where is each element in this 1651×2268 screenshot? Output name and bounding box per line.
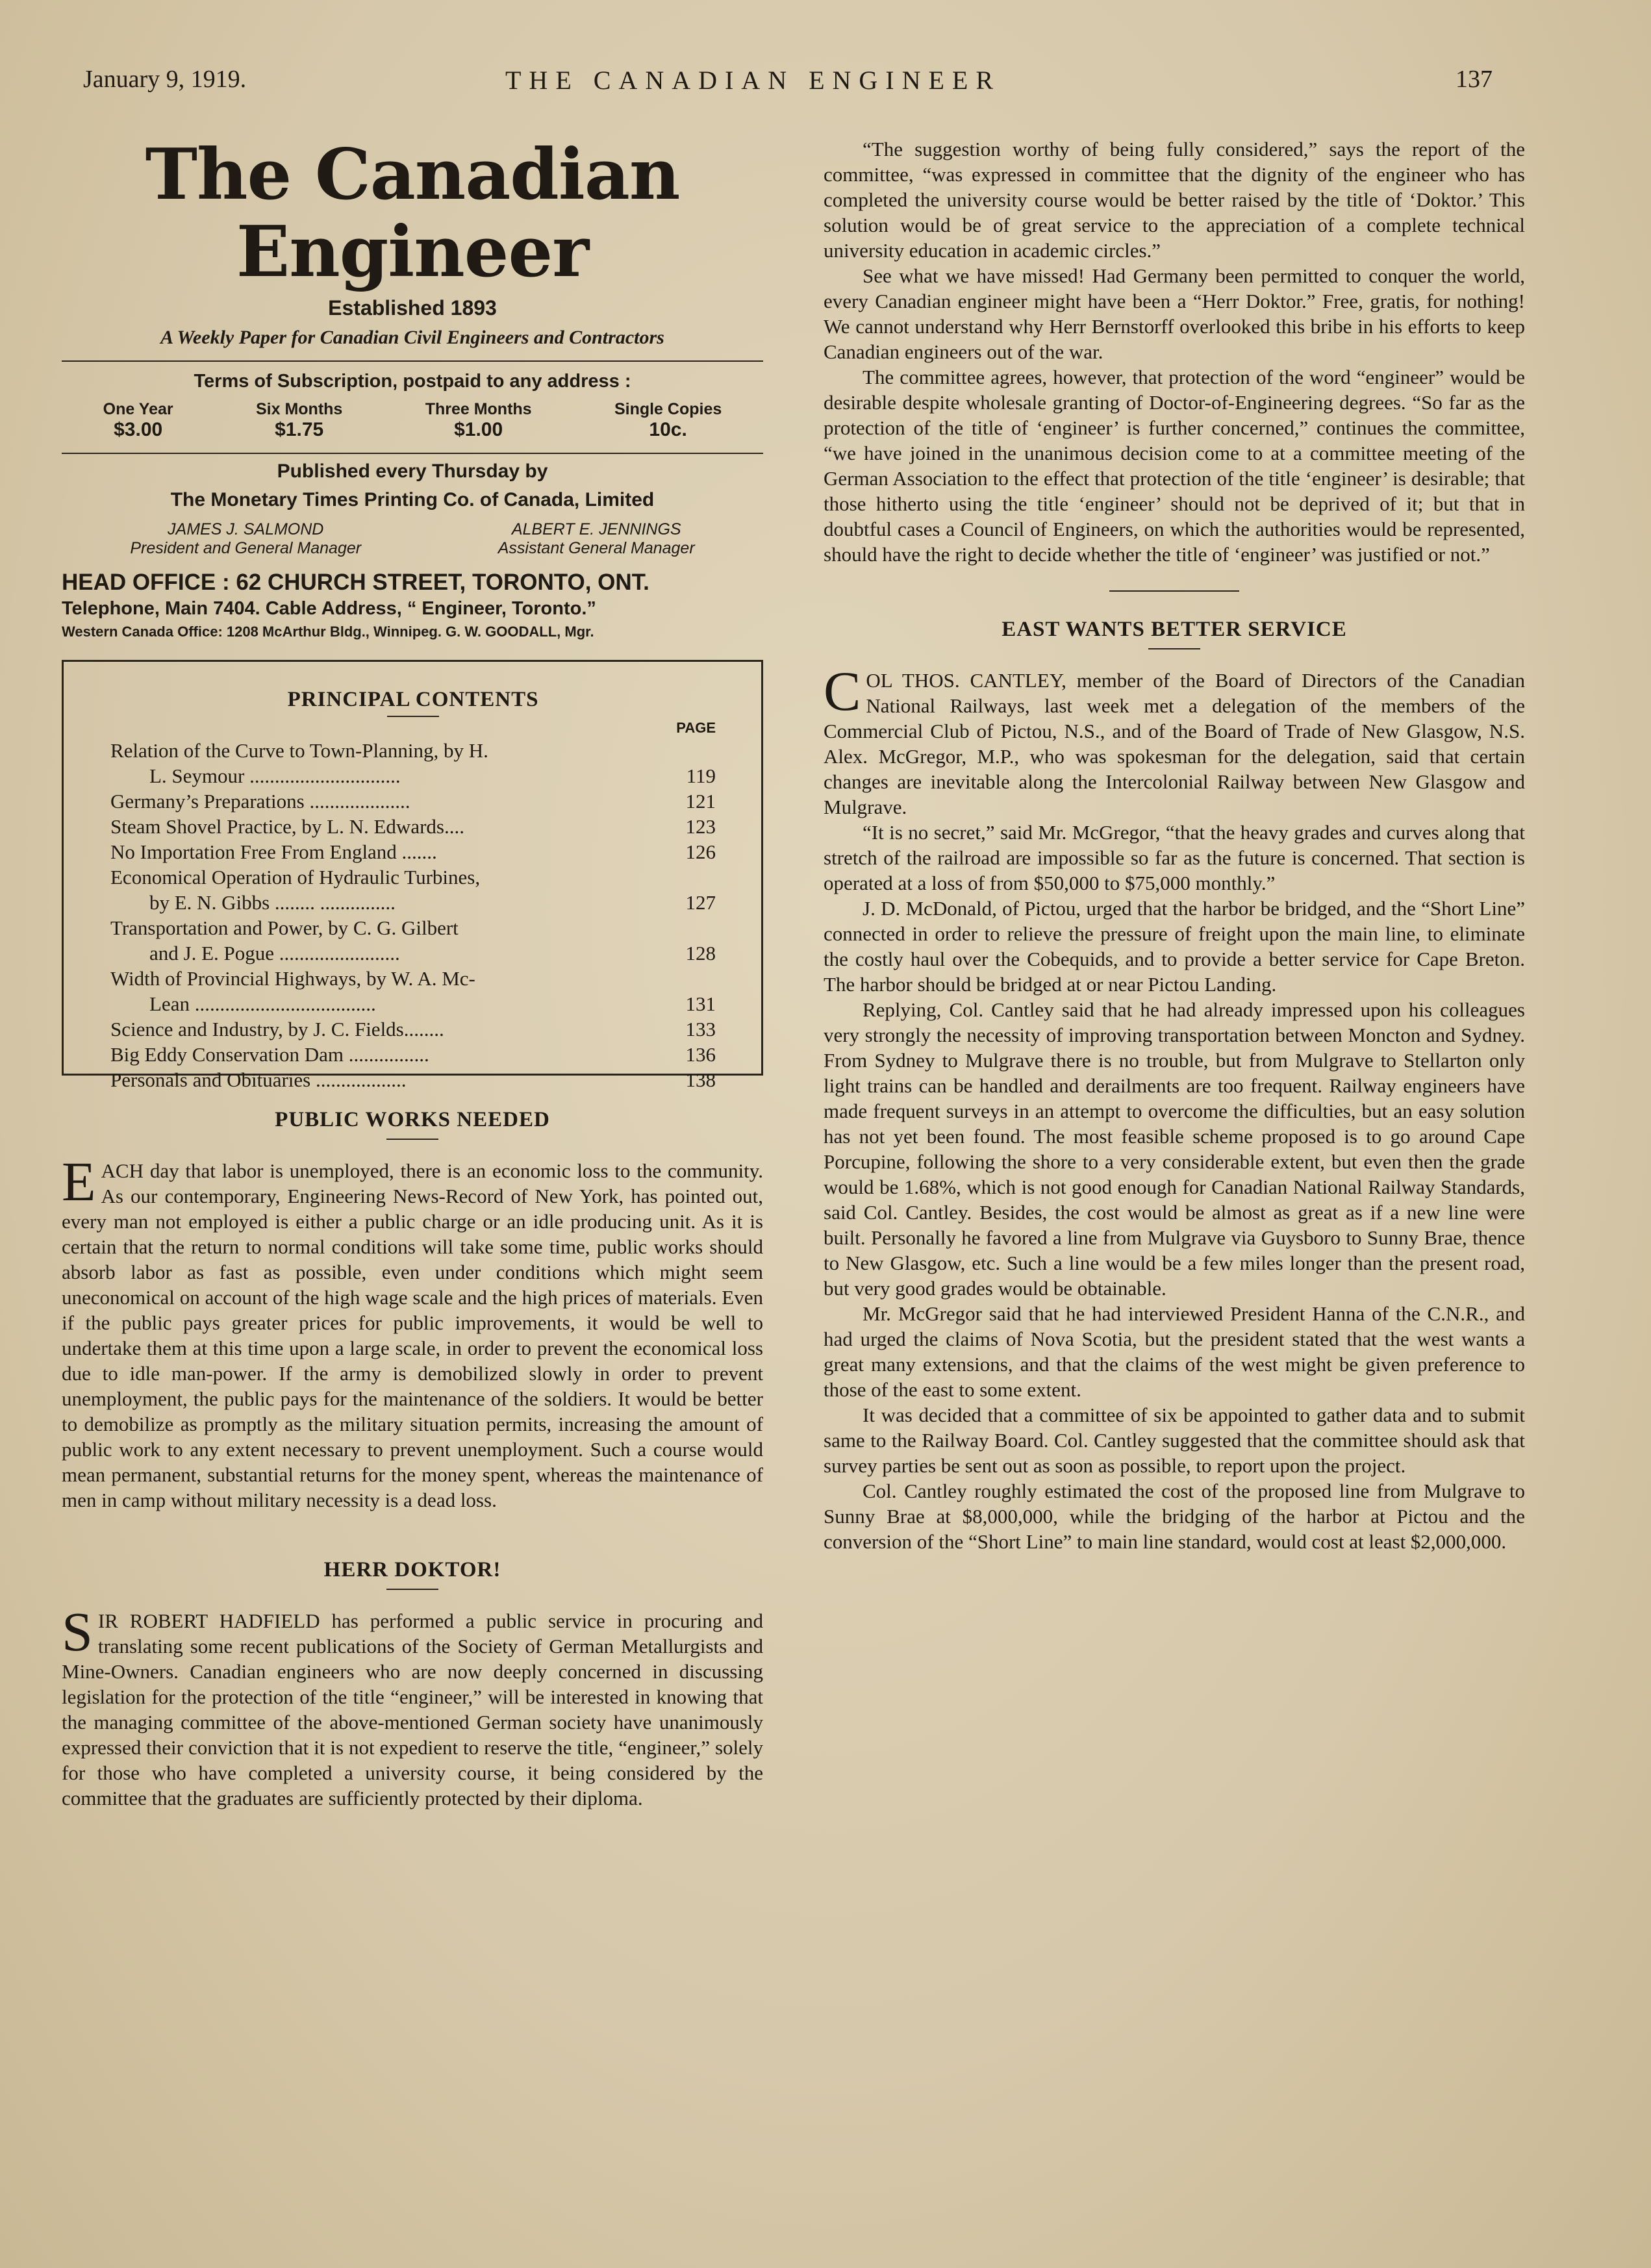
- article-paragraph: The committee agrees, however, that protection of the word “engineer” would be desirable despite wholesale granting of Doctor-of-Engineering degrees. “So far as the protection of the title of ‘engineer’ is further concerned,” continues the committee, “we have joined in the unanimous decision come to at a committee meeting of the German Association to the effect that protection of the title ‘engineer’ is desirable; that those hitherto using the title ‘engineer’ should not be deprived of it; but that in doubtful cases a Council of Engineers, on which the authorities would be represented, should have the right to decide whether the title of ‘engineer’ was justified or not.”: [824, 366, 1525, 566]
- contents-entry: Germany’s Preparations .................... 121: [110, 789, 716, 813]
- article-paragraph: J. D. McDonald, of Pictou, urged that the harbor be bridged, and the “Short Line” connected in order to relieve the pressure of freight upon the main line, to eliminate the costly haul over the Cobequids, and to provide a better service for Cape Breton. The harbor should be bridged at or near Pictou Landing.: [824, 897, 1525, 996]
- publisher-name: The Monetary Times Printing Co. of Canada, Limited: [170, 488, 655, 510]
- tagline: A Weekly Paper for Canadian Civil Engineers and Contractors: [160, 326, 664, 348]
- contents-page-number: 123: [685, 814, 716, 838]
- article-paragraph: COL THOS. CANTLEY, member of the Board of Directors of the Canadian National Railways, last week met a delegation of the members of the Commercial Club of Pictou, N.S., and of the Board of Trade of New Glasgow, N.S. Alex. McGregor, M.P., who was spokesman for the delegation, said that certain changes are inevitable along the Intercolonial Railway between New Glasgow and Mulgrave.: [824, 660, 1525, 818]
- contents-entry: Science and Industry, by J. C. Fields........ 133: [110, 1017, 716, 1040]
- contents-page-number: 128: [685, 941, 716, 964]
- divider: [387, 716, 439, 717]
- right-column: [824, 136, 1525, 1554]
- head-office: HEAD OFFICE : 62 CHURCH STREET, TORONTO, ONT.: [62, 569, 649, 595]
- left-column: [62, 136, 763, 1811]
- price-item: Six Months $1.75: [255, 399, 343, 440]
- article-paragraph: “It is no secret,” said Mr. McGregor, “that the heavy grades and curves along that stretch of the railroad are impossible so far as the future is concerned. That section is operated at a loss of from $50,000 to $75,000 monthly.”: [824, 821, 1525, 894]
- contents-entry: Relation of the Curve to Town-Planning, by H. L. Seymour .............................. 119: [110, 738, 716, 787]
- masthead: [62, 136, 763, 640]
- issue-date: January 9, 1919.: [83, 66, 247, 93]
- subscription-prices: [62, 400, 763, 441]
- contents-page-number: 121: [685, 789, 716, 813]
- price-item: Three Months $1.00: [425, 399, 532, 440]
- article-paragraph: EACH day that labor is unemployed, there is an economic loss to the community. As our contemporary, Engineering News-Record of New York, has pointed out, every man not employed is either a public charge or an idle producing unit. As it is certain that the return to normal conditions will take some time, public works should absorb labor as fast as possible, even under conditions which might seem uneconomical on account of the high wage scale and the high prices of materials. Even if the public pays greater prices for public improvements, it would be well to undertake them at this time upon a large scale, in order to prevent the economical loss due to idle man-power. If the army is demobilized slowly in order to prevent unemployment, the public pays for the maintenance of the soldiers. It would be better to demobilize as promptly as the military situation permits, increasing the amount of public work to any extent necessary to prevent unemployment. Such a course would mean permanent, substantial returns for the money spent, whereas the maintenance of men in camp without military necessity is a dead loss.: [62, 1150, 763, 1511]
- contents-entry: Transportation and Power, by C. G. Gilbert and J. E. Pogue ........................ 128: [110, 916, 716, 964]
- article-paragraph: SIR ROBERT HADFIELD has performed a public service in procuring and translating some recent publications of the Society of German Metallurgists and Mine-Owners. Canadian engineers who are now deeply concerned in discussing legislation for the protection of the title “engineer,” will be interested in knowing that the managing committee of the above-mentioned German society have unanimously expressed their conviction that it is not expedient to reserve the title, “engineer,” solely for those who have completed a university course, it being considered by the committee that the graduates are sufficiently protected by their diploma.: [62, 1600, 763, 1809]
- contents-page-number: 119: [686, 764, 716, 787]
- contents-entry: No Importation Free From England ....... 126: [110, 840, 716, 863]
- drop-cap: C: [824, 660, 861, 722]
- contents-page-number: 127: [685, 890, 716, 914]
- terms-heading: Terms of Subscription, postpaid to any address :: [194, 370, 631, 392]
- contents-entry: Steam Shovel Practice, by L. N. Edwards.... 123: [110, 814, 716, 838]
- page-number: 137: [1456, 66, 1493, 93]
- masthead-title: The Canadian Engineer: [145, 134, 680, 293]
- drop-cap: S: [62, 1600, 93, 1663]
- contents-page-number: 133: [685, 1017, 716, 1040]
- running-head: [83, 65, 1493, 104]
- contents-entry: Personals and Obituaries .................. 138: [110, 1068, 716, 1091]
- contents-entry: Width of Provincial Highways, by W. A. Mc- Lean .................................... 131: [110, 966, 716, 1015]
- contents-entry: Economical Operation of Hydraulic Turbines, by E. N. Gibbs ........ ............... 127: [110, 865, 716, 914]
- western-office: Western Canada Office: 1208 McArthur Bldg., Winnipeg. G. W. GOODALL, Mgr.: [62, 623, 594, 640]
- contents-page-number: 136: [685, 1042, 716, 1066]
- officer: ALBERT E. JENNINGS Assistant General Manager: [498, 520, 695, 557]
- divider: [62, 453, 763, 454]
- section-title: PUBLIC WORKS NEEDED: [275, 1107, 550, 1131]
- article-paragraph: Col. Cantley roughly estimated the cost of the proposed line from Mulgrave to Sunny Brae at $8,000,000, while the bridging of the harbor at Pictou and the conversion of the “Short Line” to main line standard, would cost at least $2,000,000.: [824, 1480, 1525, 1553]
- contents-page-number: 138: [685, 1068, 716, 1091]
- contents-list: [110, 738, 716, 1092]
- contents-entry: Big Eddy Conservation Dam ................ 136: [110, 1042, 716, 1066]
- contents-box: [62, 660, 763, 1091]
- journal-name: THE CANADIAN ENGINEER: [505, 66, 1002, 95]
- price-item: One Year $3.00: [103, 399, 173, 440]
- article-paragraph: See what we have missed! Had Germany been permitted to conquer the world, every Canadian engineer might have been a “Herr Doktor.” Free, gratis, for nothing! We cannot understand why Herr Bernstorff overlooked this bribe in his efforts to keep Canadian engineers out of the war.: [824, 264, 1525, 363]
- section-title: HERR DOKTOR!: [323, 1557, 501, 1581]
- telephone-line: Telephone, Main 7404. Cable Address, “ Engineer, Toronto.”: [62, 598, 596, 619]
- contents-title: PRINCIPAL CONTENTS: [287, 687, 539, 711]
- article-paragraph: It was decided that a committee of six be appointed to gather data and to submit same to the Railway Board. Col. Cantley suggested that the committee should ask that survey parties be sent out as soon as possible, to report upon the project.: [824, 1404, 1525, 1477]
- divider: [386, 1589, 438, 1590]
- officers: [62, 520, 763, 558]
- drop-cap: E: [62, 1150, 96, 1213]
- contents-page-number: 126: [685, 840, 716, 863]
- divider: [62, 360, 763, 362]
- article-paragraph: Replying, Col. Cantley said that he had already impressed upon his colleagues very strongly the necessity of improving transportation between Moncton and Sydney. From Sydney to Mulgrave there is no trouble, but from Mulgrave to Stellarton only light trains can be handled and derailments are too frequent. Railway engineers have made frequent surveys in an attempt to overcome the difficulties, but an easy solution has not yet been found. The most feasible scheme proposed is to go around Cape Porcupine, following the shore to a very considerable extent, but even then the grade would be 1.68%, which is not good enough for Canadian National Railway Standards, said Col. Cantley. Besides, the cost would be almost as great as if a new line were built. Personally he favored a line from Mulgrave via Guysboro to Sunny Brae, thence to New Glasgow, etc. Such a line would be a few miles longer than the present road, but very good grades would be obtainable.: [824, 998, 1525, 1300]
- divider: [1109, 590, 1239, 592]
- officer: JAMES J. SALMOND President and General Manager: [130, 520, 362, 557]
- contents-page-label: PAGE: [676, 719, 716, 736]
- contents-page-number: 131: [685, 992, 716, 1015]
- section-title: EAST WANTS BETTER SERVICE: [1002, 618, 1347, 641]
- divider: [1148, 648, 1200, 649]
- published-line: Published every Thursday by: [277, 460, 548, 482]
- established-line: Established 1893: [328, 296, 497, 320]
- article-paragraph: Mr. McGregor said that he had interviewed President Hanna of the C.N.R., and had urged the claims of Nova Scotia, but the president stated that the west wants a great many extensions, and that the claims of the west might be given preference to those of the east to some extent.: [824, 1302, 1525, 1401]
- divider: [386, 1139, 438, 1140]
- article-paragraph: “The suggestion worthy of being fully considered,” says the report of the committee, “was expressed in committee that the dignity of the engineer who has completed the university course would be better raised by the title of ‘Doktor.’ This solution would be of great service to the appreciation of a complete technical university education in academic circles.”: [824, 138, 1525, 262]
- price-item: Single Copies 10c.: [614, 399, 722, 440]
